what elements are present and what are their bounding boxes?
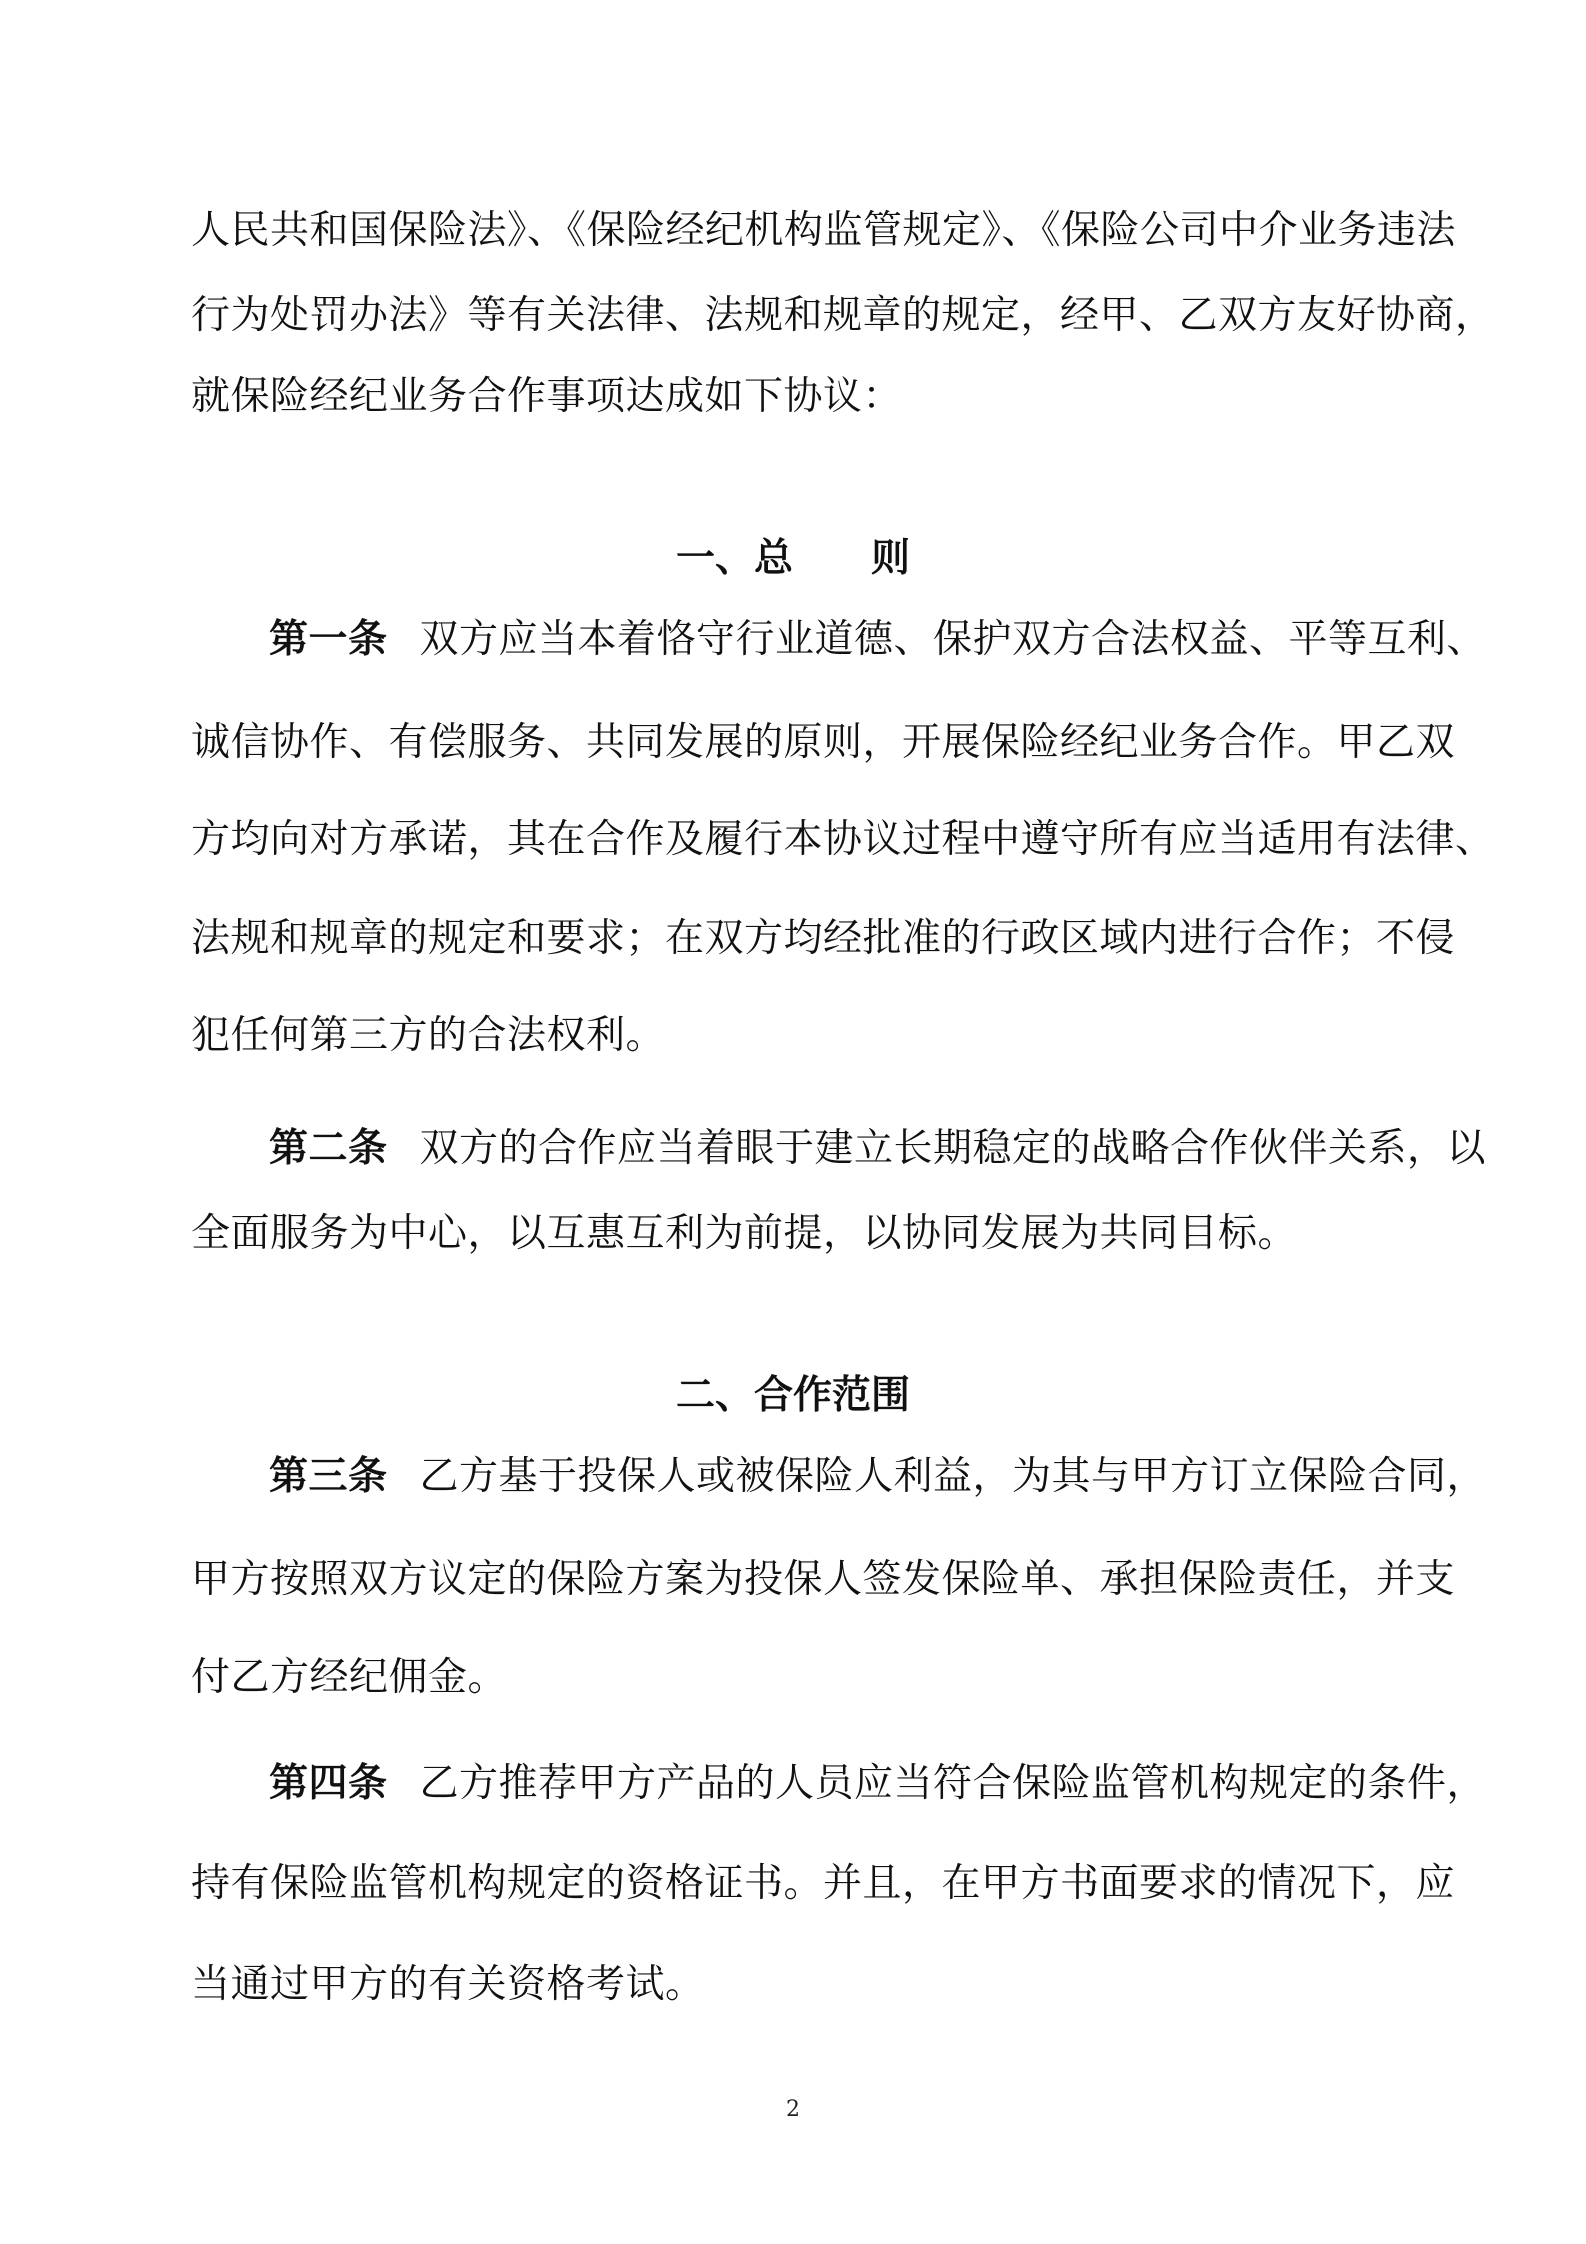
intro-line: 行为处罚办法》等有关法律、法规和规章的规定，经甲、乙双方友好协商，: [191, 293, 1495, 338]
page-number: 2: [786, 2097, 800, 2122]
article-label: 第一条: [269, 617, 388, 662]
article-label: 第二条: [269, 1126, 388, 1171]
article-text: 双方应当本着恪守行业道德、保护双方合法权益、平等互利、: [419, 617, 1487, 662]
intro-line: 就保险经纪业务合作事项达成如下协议：: [191, 374, 903, 419]
article-line: 当通过甲方的有关资格考试。: [191, 1962, 705, 2007]
article-text: 乙方推荐甲方产品的人员应当符合保险监管机构规定的条件，: [419, 1761, 1487, 1806]
article-line: 方均向对方承诺，其在合作及履行本协议过程中遵守所有应当适用有法律、: [191, 817, 1495, 862]
article-first-line: [269, 1759, 1487, 1809]
article-text: 双方的合作应当着眼于建立长期稳定的战略合作伙伴关系，以: [419, 1126, 1487, 1171]
article-line: 诚信协作、有偿服务、共同发展的原则，开展保险经纪业务合作。甲乙双: [191, 720, 1456, 765]
article-line: 付乙方经纪佣金。: [191, 1655, 508, 1700]
article-label: 第四条: [269, 1761, 388, 1806]
article-text: 乙方基于投保人或被保险人利益，为其与甲方订立保险合同，: [419, 1454, 1487, 1499]
article-line: 犯任何第三方的合法权利。: [191, 1013, 666, 1058]
article-first-line: [269, 615, 1487, 665]
article-line: 持有保险监管机构规定的资格证书。并且，在甲方书面要求的情况下，应: [191, 1861, 1456, 1906]
article-label: 第三条: [269, 1454, 388, 1499]
section-heading: 一、总 则: [675, 536, 910, 581]
article-line: 法规和规章的规定和要求；在双方均经批准的行政区域内进行合作；不侵: [191, 916, 1456, 961]
article-line: 全面服务为中心，以互惠互利为前提，以协同发展为共同目标。: [191, 1211, 1298, 1256]
article-first-line: [269, 1124, 1487, 1174]
intro-line: 人民共和国保险法》、《保险经纪机构监管规定》、《保险公司中介业务违法: [191, 208, 1457, 253]
article-line: 甲方按照双方议定的保险方案为投保人签发保险单、承担保险责任，并支: [191, 1557, 1456, 1602]
article-first-line: [269, 1452, 1487, 1502]
section-heading: 二、合作范围: [675, 1373, 910, 1418]
